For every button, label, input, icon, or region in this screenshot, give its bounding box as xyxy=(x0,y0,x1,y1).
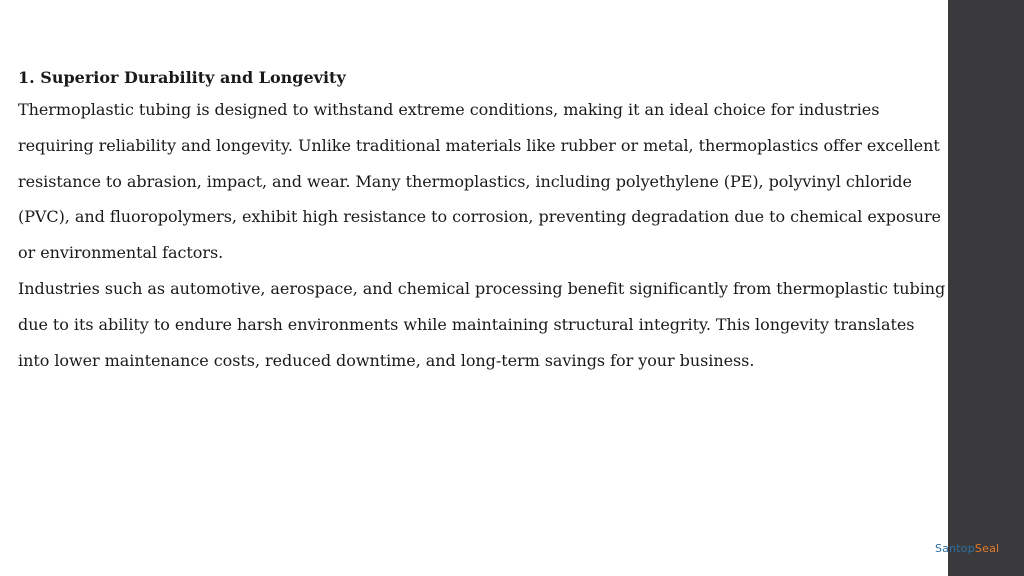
paragraph-2: Industries such as automotive, aerospace, and chemical processing benefit significantly from thermoplastic tubing due to its ability to endure harsh environments while maintaining structural integrity. This longevity translates into lower maintenance costs, reduced downtime, and long-term savings for your business. xyxy=(18,278,946,370)
logo-text-accent: Seal xyxy=(974,542,1000,555)
logo-text-primary: Santop xyxy=(935,542,975,555)
paragraph-1: Thermoplastic tubing is designed to withstand extreme conditions, making it an ideal choice for industries requiring reliability and longevity. Unlike traditional materials like rubber or metal, thermoplastics offer excellent resistance to abrasion, impact, and wear. Many thermoplastics, including polyethylene (PE), polyvinyl chloride (PVC), and fluoropolymers, exhibit high resistance to corrosion, preventing degradation due to chemical exposure or environmental factors. xyxy=(18,100,941,263)
company-logo xyxy=(935,542,999,560)
content-area xyxy=(18,64,946,378)
right-sidebar-panel xyxy=(948,0,1024,576)
section-heading: 1. Superior Durability and Longevity xyxy=(18,68,346,87)
